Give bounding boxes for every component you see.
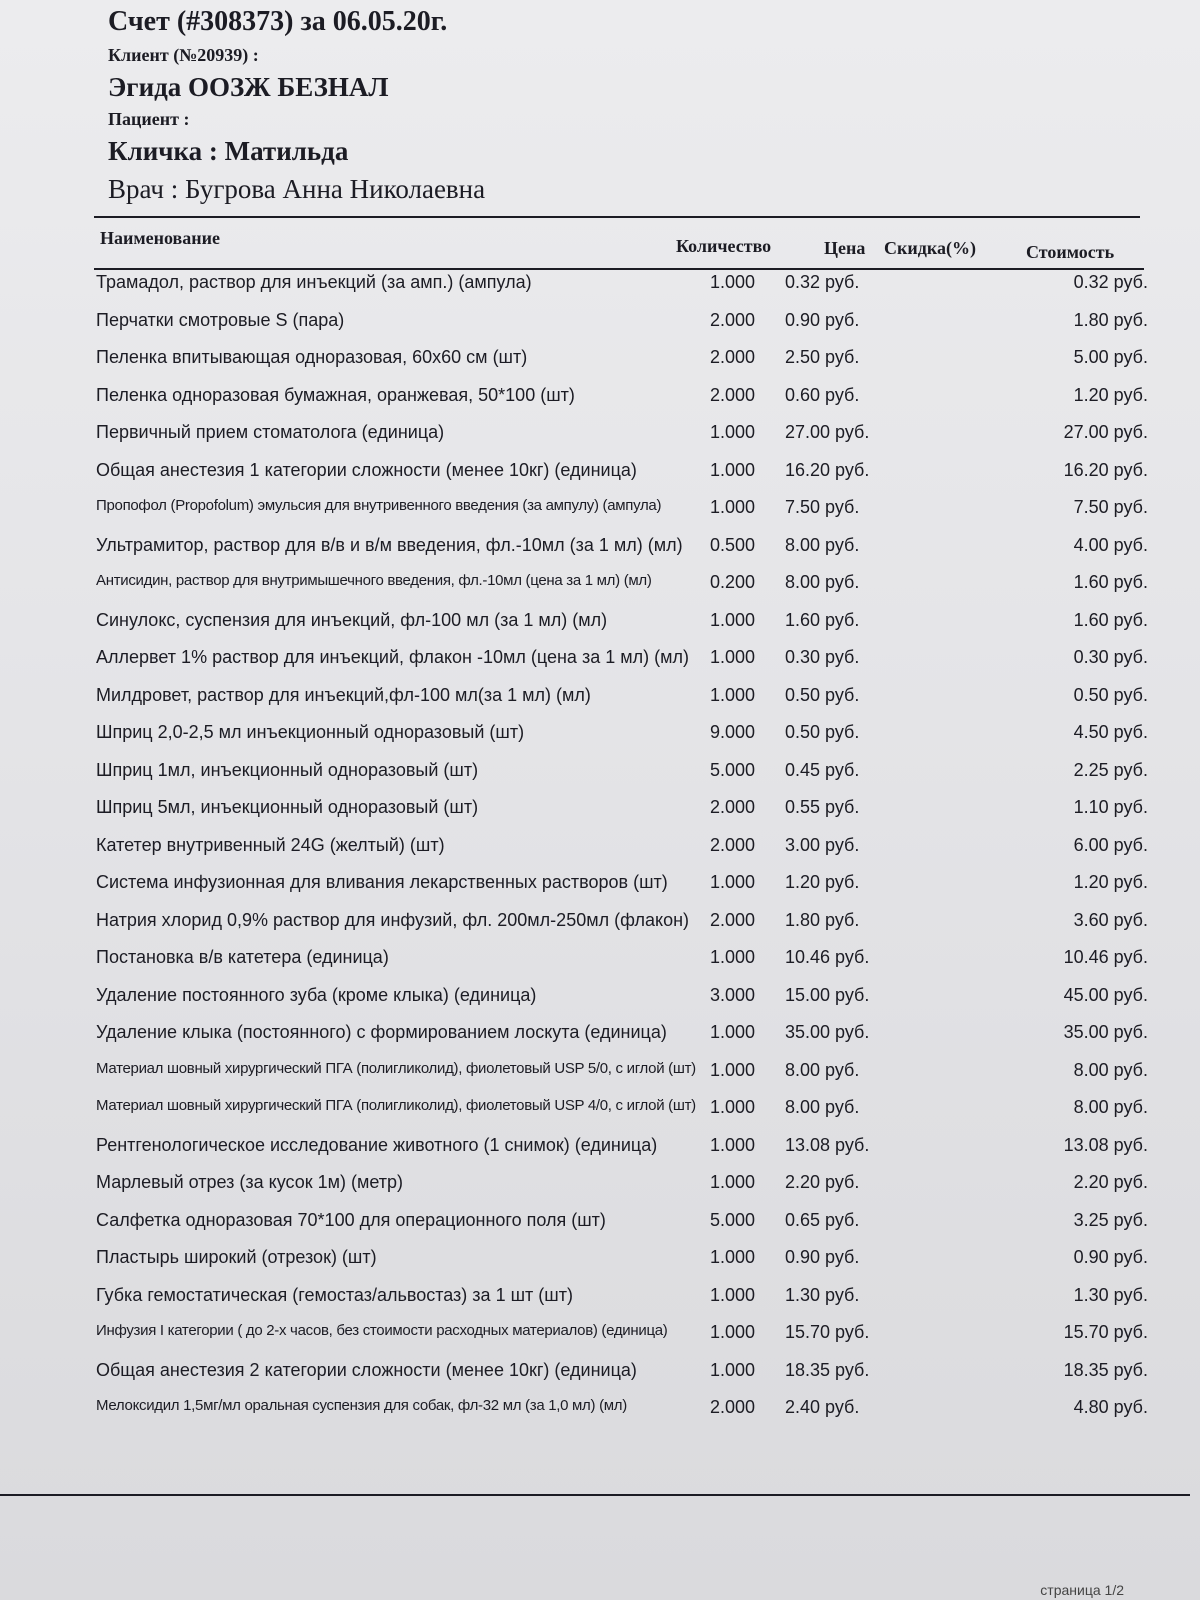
- item-cost: 0.32 руб.: [1073, 272, 1148, 292]
- item-qty: 1.000: [709, 497, 755, 517]
- item-qty: 0.500: [709, 534, 755, 555]
- col-name-header: Наименование: [100, 228, 220, 248]
- item-qty: 1.000: [709, 1022, 755, 1042]
- item-name: Общая анестезия 2 категории сложности (менее 10кг) (единица): [96, 1359, 637, 1380]
- item-price: 8.00 руб.: [785, 534, 860, 555]
- item-name: Натрия хлорид 0,9% раствор для инфузий, фл. 200мл-250мл (флакон): [96, 909, 690, 930]
- item-cost: 15.70 руб.: [1063, 1322, 1148, 1342]
- table-row: [0, 910, 1200, 946]
- table-row: [0, 947, 1200, 983]
- item-name: Антисидин, раствор для внутримышечного введения, фл.-10мл (цена за 1 мл) (мл): [96, 572, 652, 589]
- table-row: [0, 1247, 1200, 1283]
- item-name: Шприц 2,0-2,5 мл инъекционный одноразовый (шт): [96, 722, 525, 742]
- table-row: [0, 985, 1200, 1021]
- item-cost: 4.00 руб.: [1073, 534, 1148, 555]
- table-row: [0, 572, 1200, 608]
- item-cost: 0.90 руб.: [1073, 1247, 1148, 1267]
- item-price: 2.40 руб.: [785, 1397, 860, 1417]
- table-row: [0, 797, 1200, 833]
- table-row: [0, 310, 1200, 346]
- item-cost: 18.35 руб.: [1063, 1359, 1148, 1380]
- item-name: Салфетка одноразовая 70*100 для операционного поля (шт): [96, 1209, 606, 1230]
- table-row: [0, 1097, 1200, 1133]
- item-price: 16.20 руб.: [785, 459, 870, 480]
- col-cost-header: Стоимость: [1026, 242, 1115, 262]
- header-top-rule: [94, 216, 1140, 218]
- col-discount-header: Скидка(%): [884, 238, 976, 258]
- item-cost: 6.00 руб.: [1073, 834, 1148, 855]
- item-name: Материал шовный хирургический ПГА (полигликолид), фиолетовый USP 5/0, с иглой (шт): [96, 1059, 696, 1077]
- client-label: Клиент (№20939) :: [108, 45, 259, 65]
- item-name: Общая анестезия 1 категории сложности (менее 10кг) (единица): [96, 459, 637, 480]
- item-price: 7.50 руб.: [785, 497, 860, 517]
- item-cost: 1.30 руб.: [1073, 1284, 1148, 1305]
- table-row: [0, 347, 1200, 383]
- item-name: Ультрамитор, раствор для в/в и в/м введения, фл.-10мл (за 1 мл) (мл): [96, 534, 683, 555]
- item-price: 0.55 руб.: [785, 797, 860, 817]
- item-price: 15.70 руб.: [785, 1322, 870, 1342]
- table-row: [0, 535, 1200, 571]
- table-row: [0, 610, 1200, 646]
- item-qty: 1.000: [709, 1134, 755, 1155]
- item-cost: 10.46 руб.: [1063, 947, 1148, 967]
- item-qty: 2.000: [709, 909, 755, 930]
- table-row: [0, 272, 1200, 308]
- item-qty: 2.000: [709, 1397, 755, 1417]
- table-row: [0, 1322, 1200, 1358]
- item-price: 0.60 руб.: [785, 384, 860, 405]
- item-price: 27.00 руб.: [785, 422, 870, 442]
- item-name: Мелоксидил 1,5мг/мл оральная суспензия для собак, фл-32 мл (за 1,0 мл) (мл): [96, 1397, 627, 1414]
- item-qty: 5.000: [709, 759, 755, 780]
- item-price: 0.65 руб.: [785, 1209, 860, 1230]
- item-name: Удаление постоянного зуба (кроме клыка) (единица): [96, 984, 537, 1005]
- item-qty: 1.000: [709, 1284, 755, 1305]
- pet-name: Кличка : Матильда: [108, 136, 349, 166]
- item-name: Трамадол, раствор для инъекций (за амп.) (ампула): [96, 272, 532, 292]
- patient-label: Пациент :: [108, 109, 190, 129]
- item-qty: 2.000: [709, 797, 755, 817]
- item-name: Перчатки смотровые S (пара): [96, 309, 345, 330]
- item-qty: 1.000: [709, 647, 755, 667]
- item-name: Губка гемостатическая (гемостаз/альвостаз) за 1 шт (шт): [96, 1284, 573, 1305]
- item-cost: 8.00 руб.: [1073, 1059, 1148, 1080]
- table-row: [0, 1360, 1200, 1396]
- item-price: 8.00 руб.: [785, 572, 860, 592]
- item-name: Материал шовный хирургический ПГА (полигликолид), фиолетовый USP 4/0, с иглой (шт): [96, 1097, 696, 1114]
- table-row: [0, 1285, 1200, 1321]
- table-row: [0, 422, 1200, 458]
- item-cost: 1.20 руб.: [1073, 872, 1148, 892]
- item-price: 18.35 руб.: [785, 1359, 870, 1380]
- item-price: 3.00 руб.: [785, 834, 860, 855]
- item-cost: 2.25 руб.: [1073, 759, 1148, 780]
- table-row: [0, 1022, 1200, 1058]
- item-cost: 2.20 руб.: [1073, 1172, 1148, 1192]
- item-price: 0.50 руб.: [785, 722, 860, 742]
- item-qty: 1.000: [709, 684, 755, 705]
- item-price: 1.30 руб.: [785, 1284, 860, 1305]
- item-cost: 7.50 руб.: [1073, 497, 1148, 517]
- item-price: 1.80 руб.: [785, 909, 860, 930]
- table-row: [0, 760, 1200, 796]
- table-row: [0, 1060, 1200, 1096]
- item-qty: 1.000: [709, 609, 755, 630]
- item-name: Постановка в/в катетера (единица): [96, 947, 389, 967]
- item-cost: 27.00 руб.: [1063, 422, 1148, 442]
- table-row: [0, 1172, 1200, 1208]
- col-qty-header: Количество: [676, 236, 772, 256]
- item-cost: 45.00 руб.: [1063, 984, 1148, 1005]
- item-price: 0.30 руб.: [785, 647, 860, 667]
- item-name: Марлевый отрез (за кусок 1м) (метр): [96, 1172, 404, 1192]
- item-price: 2.50 руб.: [785, 347, 860, 367]
- table-row: [0, 1135, 1200, 1171]
- header-bottom-rule: [94, 268, 1144, 270]
- item-qty: 1.000: [709, 1059, 755, 1080]
- item-price: 35.00 руб.: [785, 1022, 870, 1042]
- item-name: Пеленка одноразовая бумажная, оранжевая, 50*100 (шт): [96, 384, 575, 405]
- item-cost: 0.50 руб.: [1073, 684, 1148, 705]
- item-price: 2.20 руб.: [785, 1172, 860, 1192]
- item-name: Система инфузионная для вливания лекарственных растворов (шт): [96, 872, 668, 892]
- item-cost: 5.00 руб.: [1073, 347, 1148, 367]
- item-name: Удаление клыка (постоянного) с формированием лоскута (единица): [96, 1022, 667, 1042]
- table-row: [0, 835, 1200, 871]
- item-cost: 0.30 руб.: [1073, 647, 1148, 667]
- item-price: 8.00 руб.: [785, 1059, 860, 1080]
- item-price: 0.45 руб.: [785, 759, 860, 780]
- table-row: [0, 872, 1200, 908]
- item-qty: 1.000: [709, 1097, 755, 1117]
- item-qty: 1.000: [709, 272, 755, 292]
- item-cost: 1.60 руб.: [1073, 572, 1148, 592]
- item-qty: 1.000: [709, 947, 755, 967]
- table-header: [0, 228, 1200, 264]
- item-price: 13.08 руб.: [785, 1134, 870, 1155]
- item-cost: 1.10 руб.: [1073, 797, 1148, 817]
- item-cost: 3.25 руб.: [1073, 1209, 1148, 1230]
- item-qty: 5.000: [709, 1209, 755, 1230]
- item-name: Милдровет, раствор для инъекций,фл-100 мл(за 1 мл) (мл): [96, 684, 591, 705]
- table-row: [0, 497, 1200, 533]
- invoice-header: [108, 2, 485, 208]
- table-row: [0, 385, 1200, 421]
- item-price: 0.32 руб.: [785, 272, 860, 292]
- item-cost: 1.80 руб.: [1073, 309, 1148, 330]
- item-price: 15.00 руб.: [785, 984, 870, 1005]
- item-cost: 13.08 руб.: [1063, 1134, 1148, 1155]
- item-price: 1.60 руб.: [785, 609, 860, 630]
- item-qty: 1.000: [709, 422, 755, 442]
- item-name: Шприц 1мл, инъекционный одноразовый (шт): [96, 759, 479, 780]
- item-name: Рентгенологическое исследование животного (1 снимок) (единица): [96, 1134, 658, 1155]
- item-price: 8.00 руб.: [785, 1097, 860, 1117]
- col-price-header: Цена: [824, 238, 866, 258]
- item-qty: 2.000: [709, 384, 755, 405]
- item-cost: 8.00 руб.: [1073, 1097, 1148, 1117]
- doctor-name: Врач : Бугрова Анна Николаевна: [108, 174, 486, 204]
- item-cost: 35.00 руб.: [1063, 1022, 1148, 1042]
- item-qty: 1.000: [709, 1322, 755, 1342]
- item-name: Пропофол (Propofolum) эмульсия для внутривенного введения (за ампулу) (ампула): [96, 497, 662, 514]
- item-qty: 1.000: [709, 1247, 755, 1267]
- item-price: 0.90 руб.: [785, 309, 860, 330]
- invoice-title: Счет (#308373) за 06.05.20г.: [108, 6, 448, 37]
- table-row: [0, 1210, 1200, 1246]
- item-cost: 16.20 руб.: [1063, 459, 1148, 480]
- item-price: 0.50 руб.: [785, 684, 860, 705]
- item-cost: 4.80 руб.: [1073, 1397, 1148, 1417]
- item-name: Пластырь широкий (отрезок) (шт): [96, 1247, 377, 1267]
- item-name: Катетер внутривенный 24G (желтый) (шт): [96, 834, 445, 855]
- page-number: страница 1/2: [1040, 1582, 1124, 1598]
- item-qty: 1.000: [709, 1359, 755, 1380]
- table-row: [0, 1397, 1200, 1433]
- item-name: Шприц 5мл, инъекционный одноразовый (шт): [96, 797, 479, 817]
- item-qty: 2.000: [709, 347, 755, 367]
- item-qty: 1.000: [709, 1172, 755, 1192]
- item-cost: 1.20 руб.: [1073, 384, 1148, 405]
- item-name: Пеленка впитывающая одноразовая, 60х60 см (шт): [96, 347, 528, 367]
- item-price: 1.20 руб.: [785, 872, 860, 892]
- table-end-rule: [0, 1494, 1190, 1496]
- table-row: [0, 460, 1200, 496]
- item-price: 10.46 руб.: [785, 947, 870, 967]
- item-qty: 3.000: [709, 984, 755, 1005]
- table-row: [0, 647, 1200, 683]
- item-name: Инфузия I категории ( до 2-х часов, без стоимости расходных материалов) (единица): [96, 1322, 668, 1339]
- item-name: Синулокс, суспензия для инъекций, фл-100 мл (за 1 мл) (мл): [96, 609, 608, 630]
- item-qty: 9.000: [709, 722, 755, 742]
- item-qty: 2.000: [709, 834, 755, 855]
- table-row: [0, 685, 1200, 721]
- item-qty: 2.000: [709, 309, 755, 330]
- item-qty: 0.200: [709, 572, 755, 592]
- item-name: Аллервет 1% раствор для инъекций, флакон -10мл (цена за 1 мл) (мл): [96, 647, 689, 667]
- item-name: Первичный прием стоматолога (единица): [96, 422, 445, 442]
- item-qty: 1.000: [709, 459, 755, 480]
- item-qty: 1.000: [709, 872, 755, 892]
- item-cost: 4.50 руб.: [1073, 722, 1148, 742]
- item-cost: 1.60 руб.: [1073, 609, 1148, 630]
- table-row: [0, 722, 1200, 758]
- item-cost: 3.60 руб.: [1073, 909, 1148, 930]
- item-price: 0.90 руб.: [785, 1247, 860, 1267]
- client-name: Эгида ООЗЖ БЕЗНАЛ: [108, 72, 389, 102]
